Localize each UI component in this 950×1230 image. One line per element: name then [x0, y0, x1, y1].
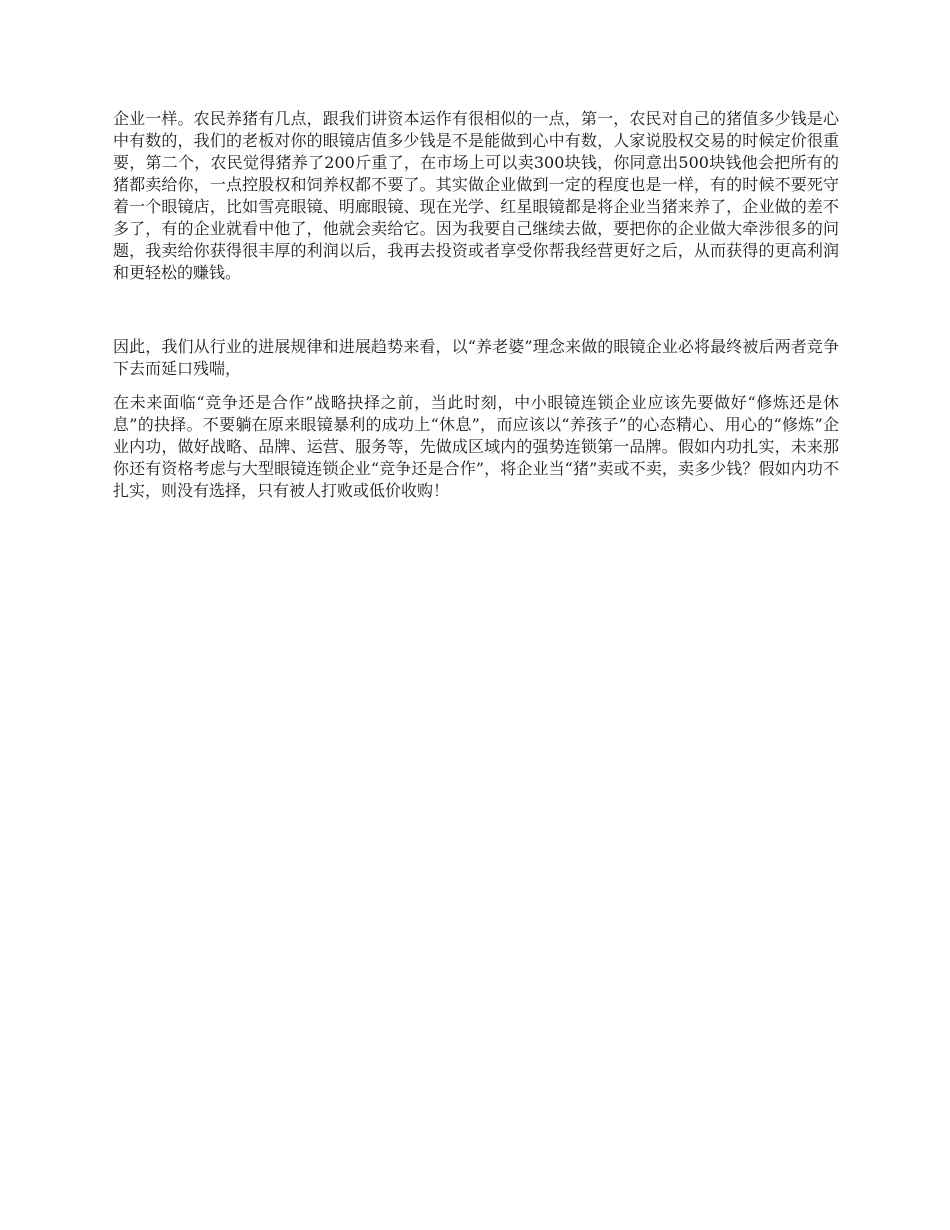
paragraph-pig-farming-analogy: 企业一样。农民养猪有几点，跟我们讲资本运作有很相似的一点，第一，农民对自己的猪值多少钱是心中有数的，我们的老板对你的眼镜店值多少钱是不是能做到心中有数，人家说股权交易的时候定价很重要，第二个，农民觉得猪养了200斤重了，在市场上可以卖300块钱，你同意出500块钱他会把所有的猪都卖给你，一点控股权和饲养权都不要了。其实做企业做到一定的程度也是一样，有的时候不要死守着一个眼镜店，比如雪亮眼镜、明廊眼镜、现在光学、红星眼镜都是将企业当猪来养了，企业做的差不多了，有的企业就看中他了，他就会卖给它。因为我要自己继续去做，要把你的企业做大牵涉很多的问题，我卖给你获得很丰厚的利润以后，我再去投资或者享受你帮我经营更好之后，从而获得的更高利润和更轻松的赚钱。 — [113, 109, 839, 282]
paragraph-industry-trend: 因此，我们从行业的进展规律和进展趋势来看，以“养老婆”理念来做的眼镜企业必将最终被后两者竞争下去而延口残喘， — [113, 337, 839, 378]
paragraph-strategic-choice: 在未来面临“竞争还是合作”战略抉择之前，当此时刻，中小眼镜连锁企业应该先要做好“修炼还是休息”的抉择。不要躺在原来眼镜暴利的成功上“休息”，而应该以“养孩子”的心态精心、用心的“修炼”企业内功，做好战略、品牌、运营、服务等，先做成区域内的强势连锁第一品牌。假如内功扎实，未来那你还有资格考虑与大型眼镜连锁企业“竞争还是合作”，将企业当“猪”卖或不卖，卖多少钱？假如内功不扎实，则没有选择，只有被人打败或低价收购！ — [113, 393, 839, 500]
document-body — [113, 108, 839, 502]
